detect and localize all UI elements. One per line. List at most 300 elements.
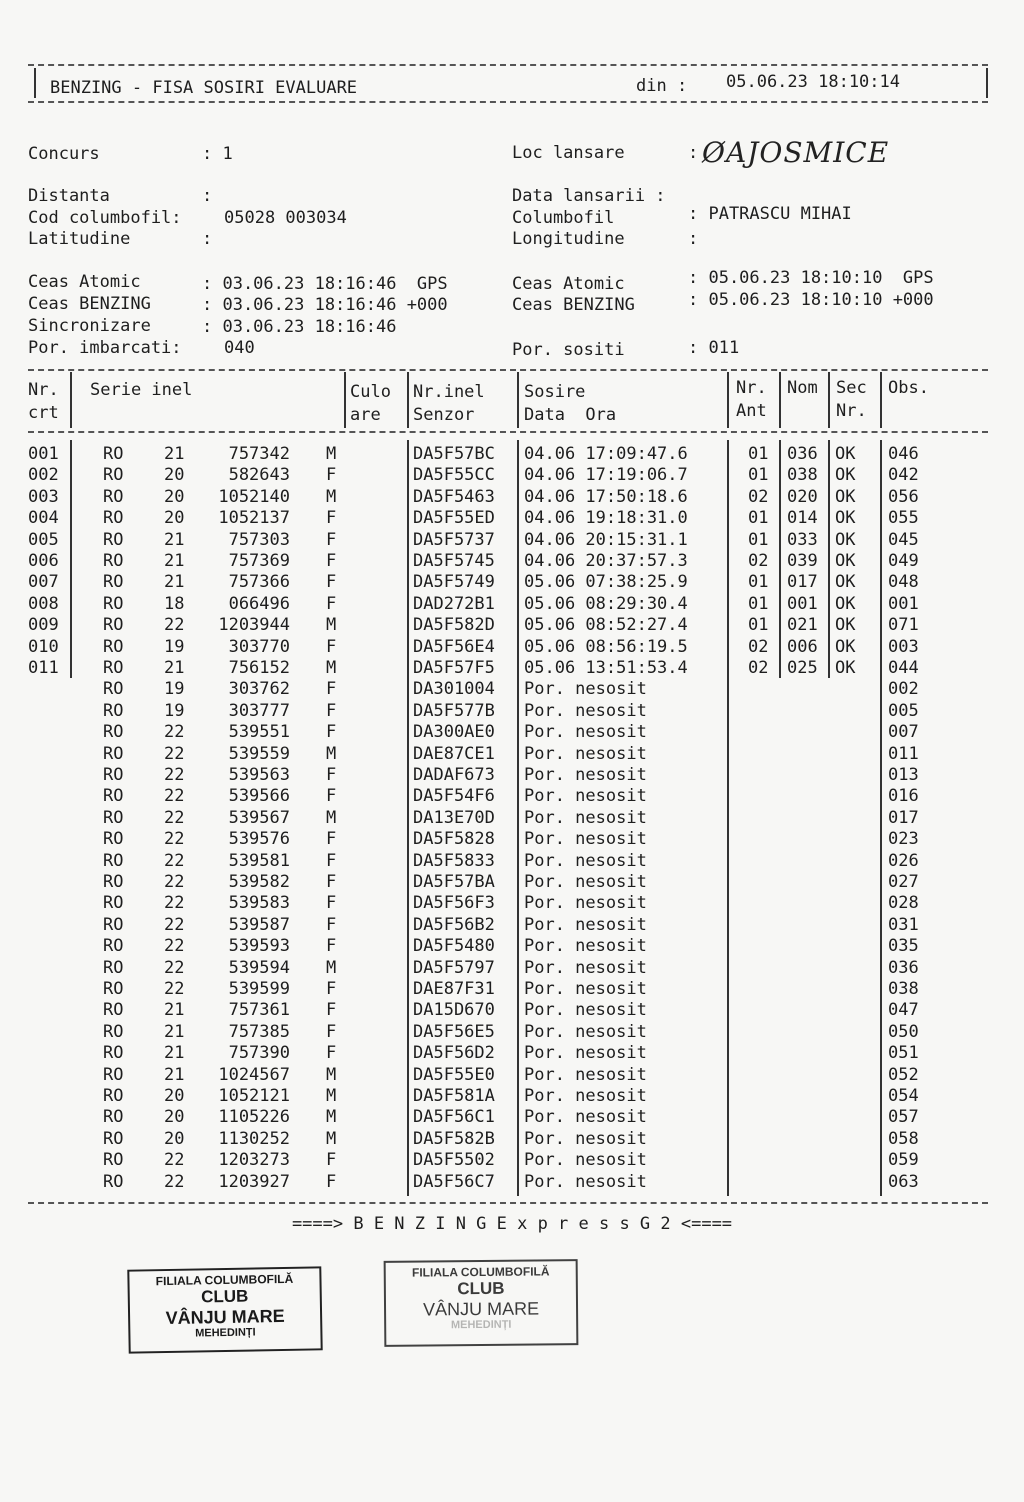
cell-sen: DA300AE0 [413, 722, 495, 743]
cell-ro: RO [103, 658, 124, 678]
cell-sen: DA5F54F6 [413, 786, 495, 807]
cell-obs: 058 [888, 1128, 919, 1149]
ceas-benzing2-value: : 05.06.23 18:10:10 +000 [688, 290, 934, 310]
table-row [0, 637, 1024, 658]
header-top-rule [28, 64, 988, 66]
cell-ro: RO [103, 486, 124, 507]
cell-sos: Por. nesosit [524, 1064, 647, 1085]
latitudine-value: : [202, 229, 213, 249]
cell-yr: 18 [164, 593, 185, 614]
cell-num: 1024567 [218, 1064, 290, 1085]
cell-obs: 038 [888, 979, 919, 999]
cell-ant: 01 [748, 572, 769, 593]
col-header-nr: Nr. [28, 380, 59, 400]
cell-num: 757366 [228, 572, 290, 593]
cell-num: 757385 [228, 1021, 290, 1042]
sositi-label: Por. sositi [512, 340, 625, 360]
ceas-atomic-value: : 03.06.23 18:16:46 GPS [202, 274, 448, 294]
cell-yr: 21 [164, 1043, 185, 1064]
cell-ant: 02 [748, 658, 769, 678]
cell-sen: DA5F56E5 [413, 1021, 495, 1042]
distanta-label: Distanta [28, 186, 110, 206]
cell-num: 303777 [228, 700, 290, 721]
cell-sen: DAE87F31 [413, 979, 495, 999]
latitudine-label: Latitudine [28, 229, 131, 249]
sincronizare-label: Sincronizare [28, 316, 151, 336]
cell-sen: DA5F56C1 [413, 1107, 495, 1128]
cell-ro: RO [103, 957, 124, 978]
cell-ro: RO [103, 1000, 124, 1021]
cell-yr: 22 [164, 914, 185, 935]
cell-yr: 22 [164, 786, 185, 807]
cell-yr: 20 [164, 1128, 185, 1149]
cell-nom: 036 [787, 444, 818, 464]
cell-sen: DA5F57BC [413, 444, 495, 464]
col-header-data-ora: Data Ora [524, 405, 617, 425]
cell-sex: F [326, 465, 337, 486]
cell-ro: RO [103, 1171, 124, 1192]
ceas-benzing-label: Ceas BENZING [28, 294, 151, 314]
table-row [0, 508, 1024, 529]
cell-sen: DADAF673 [413, 765, 495, 785]
cell-obs: 028 [888, 893, 919, 914]
cell-nom: 025 [787, 658, 818, 678]
cell-num: 539581 [228, 850, 290, 871]
table-row [0, 658, 1024, 679]
cell-obs: 042 [888, 465, 919, 486]
cell-ro: RO [103, 1021, 124, 1042]
col-sep [344, 372, 346, 428]
cell-ant: 01 [748, 508, 769, 529]
cell-sex: M [326, 1064, 337, 1085]
cell-yr: 22 [164, 722, 185, 743]
table-row [0, 487, 1024, 508]
cell-sen: DA5F5480 [413, 936, 495, 957]
col-sep [880, 372, 882, 428]
cell-sex: M [326, 1107, 337, 1128]
cell-sec: OK [835, 572, 856, 593]
cell-yr: 22 [164, 829, 185, 850]
cell-sos: 04.06 19:18:31.0 [524, 508, 688, 529]
cell-sen: DA5F5737 [413, 529, 495, 550]
table-row [0, 893, 1024, 914]
cell-ro: RO [103, 743, 124, 764]
table-row [0, 958, 1024, 979]
col-header-nrinel: Nr.inel [413, 382, 485, 402]
cell-ro: RO [103, 1043, 124, 1064]
col-sep [727, 372, 729, 428]
stamp-line2: CLUB [200, 1286, 249, 1307]
cell-nom: 021 [787, 615, 818, 636]
cell-sec: OK [835, 465, 856, 486]
cell-obs: 026 [888, 850, 919, 871]
ceas-benzing-value: : 03.06.23 18:16:46 +000 [202, 295, 448, 315]
cell-sen: DA5F5833 [413, 850, 495, 871]
cell-num: 539567 [228, 807, 290, 828]
cell-num: 539551 [228, 722, 290, 743]
cell-ant: 01 [748, 615, 769, 636]
columbofil-value: : PATRASCU MIHAI [688, 204, 852, 224]
cell-ro: RO [103, 979, 124, 999]
cell-sos: Por. nesosit [524, 829, 647, 850]
cell-sex: F [326, 700, 337, 721]
col-sep [70, 372, 72, 428]
cell-ro: RO [103, 700, 124, 721]
cell-sen: DA5F55CC [413, 465, 495, 486]
cell-sex: F [326, 572, 337, 593]
table-row [0, 786, 1024, 807]
col-sep [407, 372, 409, 428]
table-row [0, 872, 1024, 893]
cell-nom: 038 [787, 465, 818, 486]
cell-sos: 05.06 08:29:30.4 [524, 593, 688, 614]
cell-sen: DA5F5797 [413, 957, 495, 978]
cell-obs: 002 [888, 679, 919, 700]
imbarcati-label: Por. imbarcati: [28, 338, 182, 358]
cell-sos: Por. nesosit [524, 1086, 647, 1106]
cell-yr: 19 [164, 679, 185, 700]
cell-sos: Por. nesosit [524, 807, 647, 828]
cell-num: 1130252 [218, 1128, 290, 1149]
cell-num: 1203944 [218, 615, 290, 636]
col-header-sec-nr: Nr. [836, 401, 867, 421]
cell-sex: F [326, 850, 337, 871]
cell-obs: 027 [888, 872, 919, 892]
cell-sos: Por. nesosit [524, 786, 647, 807]
cell-num: 757361 [228, 1000, 290, 1021]
cell-nr: 007 [28, 572, 59, 593]
stamp-line1: FILIALA COLUMBOFILĂ [411, 1264, 550, 1280]
cell-sos: Por. nesosit [524, 914, 647, 935]
cell-sen: DA5F5463 [413, 486, 495, 507]
cell-sex: F [326, 1150, 337, 1171]
col-header-ant: Ant [736, 401, 767, 421]
cell-nr: 011 [28, 658, 59, 678]
cell-obs: 054 [888, 1086, 919, 1106]
table-row [0, 679, 1024, 700]
col-sep [517, 372, 519, 428]
cell-sex: M [326, 743, 337, 764]
cell-sex: M [326, 444, 337, 464]
cell-sen: DA5F5502 [413, 1150, 495, 1171]
cell-obs: 013 [888, 765, 919, 785]
cell-sex: F [326, 914, 337, 935]
cell-sos: 05.06 13:51:53.4 [524, 658, 688, 678]
cell-yr: 20 [164, 486, 185, 507]
cell-ro: RO [103, 1150, 124, 1171]
cell-ro: RO [103, 829, 124, 850]
cell-sex: F [326, 893, 337, 914]
table-row [0, 551, 1024, 572]
col-header-culo: Culo [350, 382, 391, 402]
cell-obs: 036 [888, 957, 919, 978]
cell-nr: 004 [28, 508, 59, 529]
cell-ro: RO [103, 465, 124, 486]
cell-num: 1052140 [218, 486, 290, 507]
table-row [0, 979, 1024, 1000]
cell-yr: 21 [164, 444, 185, 464]
cell-num: 1105226 [218, 1107, 290, 1128]
cell-ro: RO [103, 1107, 124, 1128]
cell-obs: 051 [888, 1043, 919, 1064]
cell-sos: Por. nesosit [524, 1021, 647, 1042]
cell-sex: F [326, 829, 337, 850]
cell-sex: F [326, 936, 337, 957]
cell-ro: RO [103, 615, 124, 636]
loc-lansare-label: Loc lansare [512, 143, 625, 163]
club-stamp [127, 1266, 322, 1353]
cell-sos: 04.06 20:37:57.3 [524, 551, 688, 571]
table-row [0, 615, 1024, 636]
header-right-bar [986, 68, 988, 98]
table-row [0, 1129, 1024, 1150]
ceas-atomic2-value: : 05.06.23 18:10:10 GPS [688, 268, 934, 288]
ceas-benzing2-label: Ceas BENZING [512, 295, 635, 315]
cell-sen: DA5F5749 [413, 572, 495, 593]
ceas-atomic-label: Ceas Atomic [28, 272, 141, 292]
cell-sex: F [326, 679, 337, 700]
cell-nom: 017 [787, 572, 818, 593]
distanta-value: : [202, 186, 213, 206]
table-row [0, 722, 1024, 743]
cell-sec: OK [835, 444, 856, 464]
cell-num: 1052137 [218, 508, 290, 529]
cell-obs: 046 [888, 444, 919, 464]
cell-ro: RO [103, 936, 124, 957]
cell-obs: 001 [888, 593, 919, 614]
cell-sen: DA5F57BA [413, 872, 495, 892]
cell-yr: 22 [164, 765, 185, 785]
cell-sec: OK [835, 636, 856, 657]
cell-num: 582643 [228, 465, 290, 486]
cell-sex: F [326, 593, 337, 614]
table-row [0, 808, 1024, 829]
cell-sex: M [326, 658, 337, 678]
cell-yr: 22 [164, 1150, 185, 1171]
cell-yr: 21 [164, 658, 185, 678]
cell-sec: OK [835, 658, 856, 678]
cell-sen: DAD272B1 [413, 593, 495, 614]
cell-sen: DA5F56E4 [413, 636, 495, 657]
table-row [0, 1150, 1024, 1171]
cell-sex: M [326, 1086, 337, 1106]
table-row [0, 1022, 1024, 1043]
cell-obs: 052 [888, 1064, 919, 1085]
cell-yr: 19 [164, 700, 185, 721]
data-lansarii-label: Data lansarii : [512, 186, 666, 206]
cell-sos: Por. nesosit [524, 1171, 647, 1192]
cell-obs: 063 [888, 1171, 919, 1192]
cell-obs: 031 [888, 914, 919, 935]
cell-num: 539593 [228, 936, 290, 957]
cell-sos: Por. nesosit [524, 872, 647, 892]
cell-sos: 04.06 17:19:06.7 [524, 465, 688, 486]
cell-obs: 049 [888, 551, 919, 571]
cell-sos: Por. nesosit [524, 850, 647, 871]
cell-sex: F [326, 872, 337, 892]
cell-ro: RO [103, 850, 124, 871]
longitudine-value: : [688, 229, 699, 249]
cell-sec: OK [835, 551, 856, 571]
cell-sen: DA5F56C7 [413, 1171, 495, 1192]
cell-yr: 21 [164, 1000, 185, 1021]
col-sep [828, 372, 830, 428]
col-header-senzor: Senzor [413, 405, 475, 425]
cell-num: 1203273 [218, 1150, 290, 1171]
cell-obs: 044 [888, 658, 919, 678]
cell-obs: 056 [888, 486, 919, 507]
club-stamp-faded [384, 1259, 579, 1347]
cell-ro: RO [103, 722, 124, 743]
cell-sec: OK [835, 508, 856, 529]
cell-sos: 05.06 08:56:19.5 [524, 636, 688, 657]
cell-ro: RO [103, 872, 124, 892]
cell-nom: 033 [787, 529, 818, 550]
sheet-title: BENZING - FISA SOSIRI EVALUARE [50, 78, 358, 98]
longitudine-label: Longitudine [512, 229, 625, 249]
cell-yr: 21 [164, 529, 185, 550]
cell-obs: 059 [888, 1150, 919, 1171]
table-row [0, 1086, 1024, 1107]
cell-sex: F [326, 1171, 337, 1192]
cell-yr: 20 [164, 1107, 185, 1128]
cell-num: 303762 [228, 679, 290, 700]
table-row [0, 444, 1024, 465]
cell-ro: RO [103, 679, 124, 700]
table-row [0, 1000, 1024, 1021]
cell-ant: 01 [748, 465, 769, 486]
table-bottom-rule [28, 1202, 988, 1204]
cell-sos: Por. nesosit [524, 979, 647, 999]
cell-nr: 008 [28, 593, 59, 614]
cell-obs: 016 [888, 786, 919, 807]
cell-ro: RO [103, 444, 124, 464]
cell-obs: 057 [888, 1107, 919, 1128]
table-row [0, 829, 1024, 850]
cell-sos: 04.06 17:09:47.6 [524, 444, 688, 464]
cell-obs: 045 [888, 529, 919, 550]
cell-sos: 04.06 20:15:31.1 [524, 529, 688, 550]
cell-num: 539559 [228, 743, 290, 764]
cell-yr: 22 [164, 1171, 185, 1192]
cell-sex: M [326, 1128, 337, 1149]
cell-obs: 055 [888, 508, 919, 529]
col-header-obs: Obs. [888, 378, 929, 398]
cell-num: 539582 [228, 872, 290, 892]
cell-yr: 19 [164, 636, 185, 657]
cell-sen: DA5F577B [413, 700, 495, 721]
cell-ro: RO [103, 529, 124, 550]
cell-num: 757390 [228, 1043, 290, 1064]
cell-obs: 003 [888, 636, 919, 657]
cell-sex: F [326, 979, 337, 999]
table-row [0, 915, 1024, 936]
cell-sen: DA5F581A [413, 1086, 495, 1106]
cell-sec: OK [835, 593, 856, 614]
col-header-nom: Nom [787, 378, 818, 398]
col-header-sec: Sec [836, 378, 867, 398]
col-header-sosire: Sosire [524, 382, 586, 402]
table-row [0, 936, 1024, 957]
cell-sex: M [326, 807, 337, 828]
cell-ant: 02 [748, 636, 769, 657]
cell-num: 757342 [228, 444, 290, 464]
cell-num: 539594 [228, 957, 290, 978]
cell-sex: F [326, 722, 337, 743]
cell-sec: OK [835, 615, 856, 636]
cell-obs: 005 [888, 700, 919, 721]
cell-yr: 21 [164, 572, 185, 593]
stamp-line1: FILIALA COLUMBOFILĂ [155, 1271, 294, 1289]
cell-sos: Por. nesosit [524, 1000, 647, 1021]
cell-num: 539599 [228, 979, 290, 999]
table-row [0, 465, 1024, 486]
cell-sex: F [326, 1000, 337, 1021]
cell-sos: Por. nesosit [524, 893, 647, 914]
imbarcati-value: 040 [224, 338, 255, 358]
header-bottom-rule [28, 101, 988, 103]
cell-yr: 21 [164, 551, 185, 571]
cell-sex: M [326, 615, 337, 636]
cell-nr: 001 [28, 444, 59, 464]
table-row [0, 765, 1024, 786]
cell-sen: DA5F55E0 [413, 1064, 495, 1085]
cell-yr: 22 [164, 893, 185, 914]
cell-nom: 020 [787, 486, 818, 507]
cell-sos: Por. nesosit [524, 679, 647, 700]
cell-obs: 048 [888, 572, 919, 593]
concurs-label: Concurs [28, 144, 100, 164]
table-top-rule [28, 369, 988, 371]
cell-nom: 014 [787, 508, 818, 529]
stamp-line3: VÂNJU MARE [422, 1298, 540, 1320]
cell-obs: 007 [888, 722, 919, 743]
loc-lansare-colon: : [688, 143, 699, 163]
cell-sen: DA5F56F3 [413, 893, 495, 914]
cell-yr: 22 [164, 872, 185, 892]
cell-yr: 22 [164, 979, 185, 999]
cell-nr: 010 [28, 636, 59, 657]
footer-banner: ====> B E N Z I N G E x p r e s s G 2 <==== [291, 1214, 733, 1234]
cell-sos: Por. nesosit [524, 765, 647, 785]
cell-sex: M [326, 486, 337, 507]
cell-obs: 023 [888, 829, 919, 850]
cell-sen: DA5F56B2 [413, 914, 495, 935]
cell-nr: 005 [28, 529, 59, 550]
cell-sen: DAE87CE1 [413, 743, 495, 764]
cell-ro: RO [103, 786, 124, 807]
cell-sen: DA5F56D2 [413, 1043, 495, 1064]
cell-sen: DA5F55ED [413, 508, 495, 529]
header-left-bar [34, 68, 36, 98]
cell-sen: DA13E70D [413, 807, 495, 828]
stamp-line3: VÂNJU MARE [165, 1305, 285, 1329]
cell-ant: 02 [748, 551, 769, 571]
cell-yr: 20 [164, 465, 185, 486]
cell-sos: Por. nesosit [524, 743, 647, 764]
cell-ant: 01 [748, 444, 769, 464]
cell-num: 1203927 [218, 1171, 290, 1192]
cell-ro: RO [103, 1064, 124, 1085]
cell-sex: F [326, 508, 337, 529]
cell-ro: RO [103, 572, 124, 593]
cell-sex: F [326, 636, 337, 657]
sincronizare-value: : 03.06.23 18:16:46 [202, 317, 397, 337]
stamp-line4: MEHEDINȚI [450, 1318, 512, 1332]
cell-ro: RO [103, 508, 124, 529]
cell-sen: DA5F582D [413, 615, 495, 636]
cell-yr: 21 [164, 1064, 185, 1085]
